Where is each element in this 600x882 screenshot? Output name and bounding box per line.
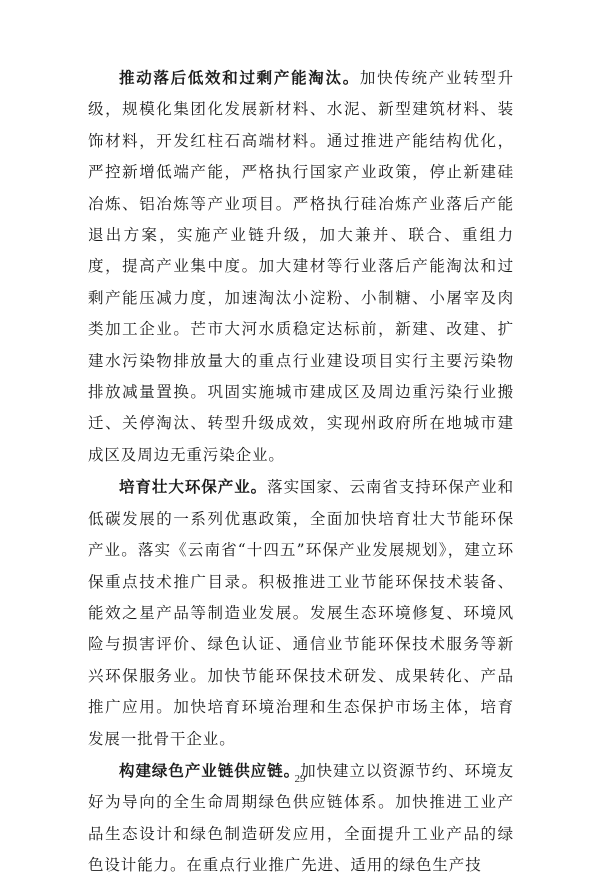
paragraph-heading: 推动落后低效和过剩产能淘汰。 xyxy=(119,68,360,87)
paragraph-text: 落实国家、云南省支持环保产业和低碳发展的一系列优惠政策，全面加快培育壮大节能环保产业。落实《云南省“十四五”环保产业发展规划》，建立环保重点技术推广目录。积极推进工业节能环保技术装备、能效之星产品等制造业发展。发展生态环境修复、环境风险与损害评价、绿色认证、通信业节能环保技术服务等新兴环保服务业。加快节能环保技术研发、成果转化、产品推广应用。加快培育环境治理和生态保护市场主体，培育发展一批骨干企业。 xyxy=(88,478,514,748)
page-number: 29 xyxy=(294,773,306,785)
paragraph-environmental-industry xyxy=(88,471,514,755)
paragraph-heading: 培育壮大环保产业。 xyxy=(119,477,268,497)
paragraph-heading: 构建绿色产业链供应链。 xyxy=(119,760,301,780)
paragraph-text: 加快传统产业转型升级，规模化集团化发展新材料、水泥、新型建筑材料、装饰材料，开发红柱石高端材料。通过推进产能结构优化，严控新增低端产能，严格执行国家产业政策，停止新建硅冶炼、铝冶炼等产业项目。严格执行硅冶炼产业落后产能退出方案，实施产业链升级，加大兼并、联合、重组力度，提高产业集中度。加大建材等行业落后产能淘汰和过剩产能压减力度，加速淘汰小淀粉、小制糖、小屠宰及肉类加工企业。芒市大河水质稳定达标前，新建、改建、扩建水污染物排放量大的重点行业建设项目实行主要污染物排放减量置换。巩固实施城市建成区及周边重污染行业搬迁、关停淘汰、转型升级成效，实现州政府所在地城市建成区及周边无重污染企业。 xyxy=(88,69,514,464)
paragraph-eliminate-backward-capacity xyxy=(88,62,514,471)
document-body xyxy=(88,62,514,882)
paragraph-text: 加快建立以资源节约、环境友好为导向的全生命周期绿色供应链体系。加快推进工业产品生态设计和绿色制造研发应用，全面提升工业产品的绿色设计能力。在重点行业推广先进、适用的绿色生产技 xyxy=(88,761,515,875)
